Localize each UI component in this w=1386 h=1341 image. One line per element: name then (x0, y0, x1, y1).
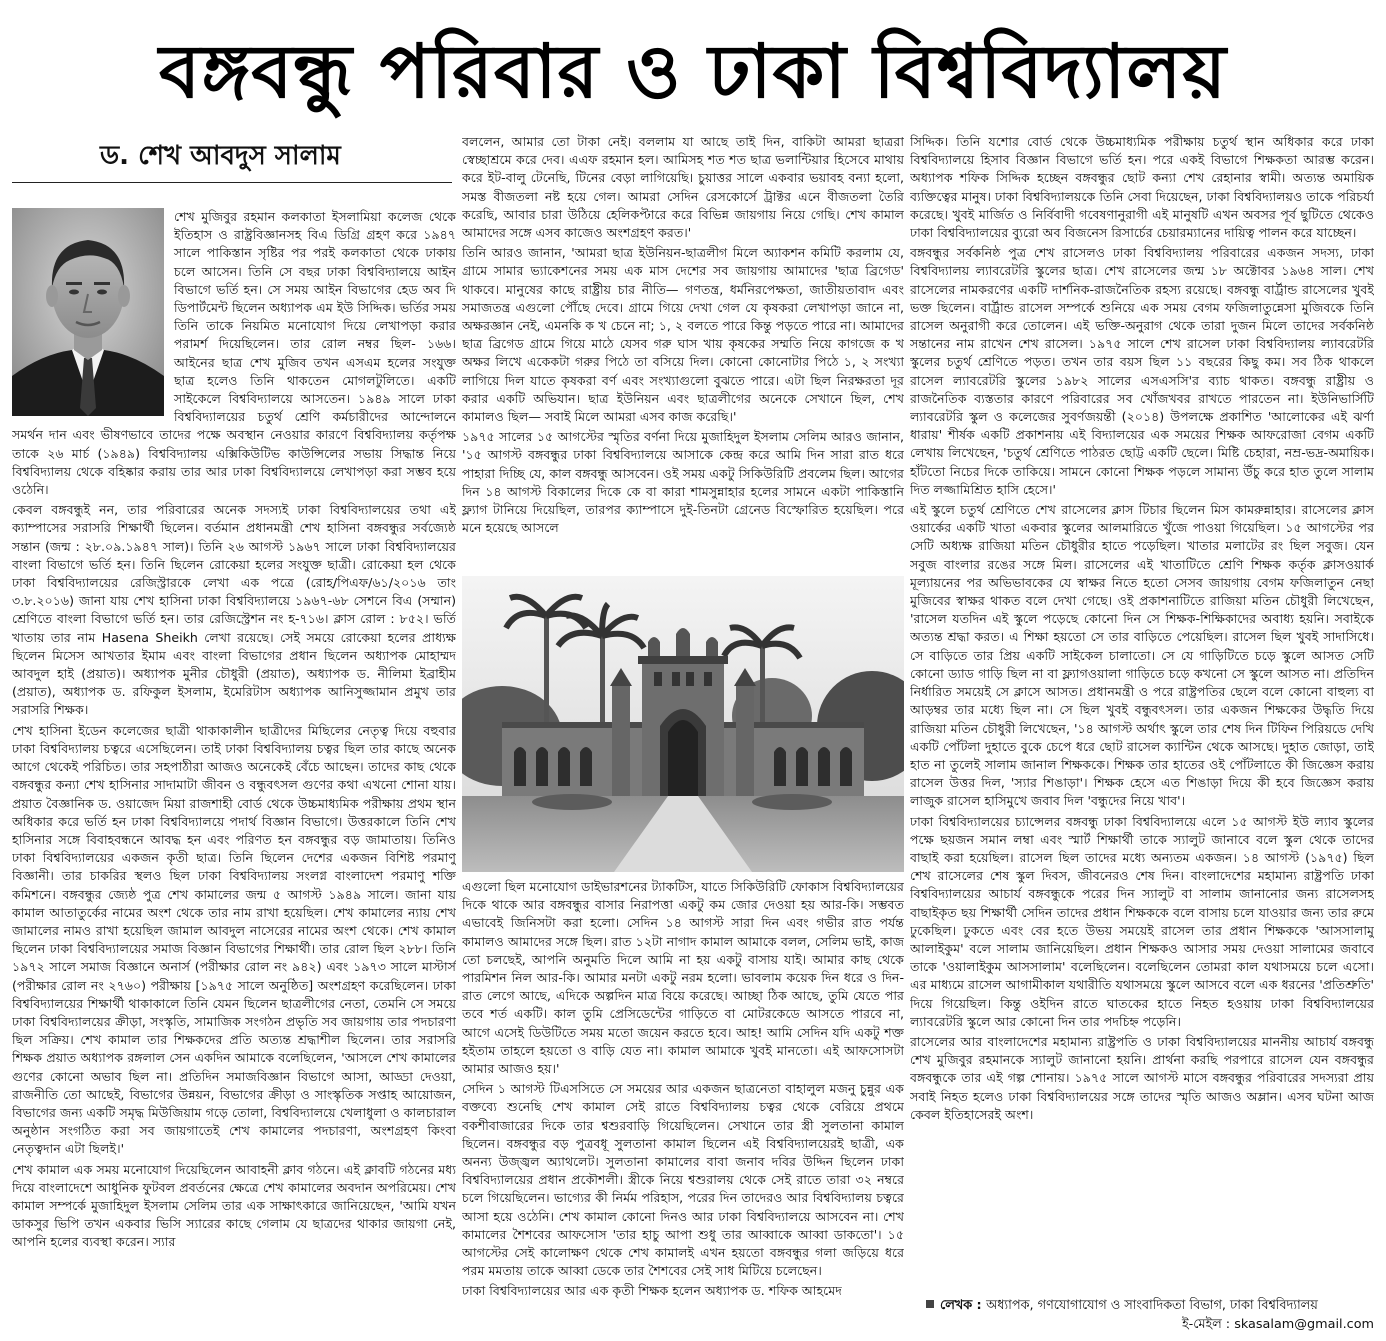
paragraph: এই স্কুলে চতুর্থ শ্রেণিতে শেখ রাসেলের ক্লাস টিচার ছিলেন মিস কামরুন্নাহার। রাসেলের ক্লাস ওয়ার্কের একটি খাতা একবার স্কুলের আলমারিতে খুঁজে পাওয়া গিয়েছিল। ১৫ আগস্টের পর সেটি অধ্যক্ষ রাজিয়া মতিন চৌধুরীর হাতে পড়েছিল। খাতার মলাটের রং ছিল সবুজ। যেন সবুজ বাংলার রঙের সঙ্গে মিল। রাসেলের এই খাতাটিতে শ্রেণি শিক্ষক কর্তৃক ক্লাসওয়ার্ক মূল্যায়নের পর অভিভাবকের যে স্বাক্ষর নিতে হতো সেসব জায়গায় বেগম ফজিলাতুন নেছা মুজিবের স্বাক্ষর থাকত বলে দেখা গেছে। ওই প্রকাশনাটিতে রাজিয়া মতিন চৌধুরী লিখেছেন, 'রাসেল যতদিন এই স্কুলে পড়েছে কোনো দিন সে শিক্ষক-শিক্ষিকাদের অবাধ্য হয়নি। সবাইকে অত্যন্ত শ্রদ্ধা করত। এ শিক্ষা হয়তো সে তার বাড়িতে পেয়েছিল। রাসেল ছিল খুবই সাদাসিধে। সে বাড়িতে তার প্রিয় একটি সাইকেল চালাতো। সে যে গাড়িটিতে চড়ে স্কুলে আসত সেটি কোনো ড্যাড গাড়ি ছিল না বা ফ্ল্যাগওয়ালা গাড়িতে চড়ে কখনো সে স্কুলে আসত না। প্রতিদিন নির্ধারিত সময়েই সে ক্লাসে আসত। প্রধানমন্ত্রী ও পরে রাষ্ট্রপতির ছেলে বলে কোনো বাহুল্য বা আড়ম্বর তার মধ্যে ছিল না। সে ছিল খুবই বন্ধুবৎসল। তার একজন শিক্ষকের উদ্ধৃতি দিয়ে রাজিয়া মতিন চৌধুরী লিখেছেন, '১৪ আগস্ট অর্থাৎ স্কুলে তার শেষ দিন টিফিন পিরিয়ডে দেখি একটি পোঁটলা দুহাতে বুকে চেপে ধরে ছোট রাসেল ক্যান্টিন থেকে আসছে। দুহাত জোড়া, তাই হাত না তুলেই সালাম জানাল শিক্ষককে। শিক্ষক তার হাতের ওই পোঁটলাতে কী জিজ্ঞেস করায় রাসেল উত্তর দিল, 'স্যার শিঙাড়া'। শিক্ষক হেসে এত শিঙাড়া দিয়ে কী হবে জিজ্ঞেস করায় লাজুক রাসেল হাসিমুখে জবাব দিল 'বন্ধুদের নিয়ে খাব'। (910, 502, 1374, 809)
author-email[interactable]: skasalam@gmail.com (1234, 1317, 1374, 1332)
paragraph: বঙ্গবন্ধুর সর্বকনিষ্ঠ পুত্র শেখ রাসেলও ঢাকা বিশ্ববিদ্যালয় পরিবারের একজন সদস্য, ঢাকা বিশ্ববিদ্যালয় ল্যাবরেটরি স্কুলের ছাত্র। শেখ রাসেলের জন্ম ১৮ অক্টোবর ১৯৬৪ সাল। শেখ রাসেলের নামকরণের একটি দার্শনিক-রাজনৈতিক রহস্য রয়েছে। বঙ্গবন্ধু বার্ট্রান্ড রাসেলের খুবই ভক্ত ছিলেন। বার্ট্রান্ড রাসেল সম্পর্কে শুনিয়ে এক সময় বেগম ফজিলাতুন্নেসা মুজিবকে তিনি রাসেল অনুরাগী করে তোলেন। এই ভক্তি-অনুরাগ থেকে তারা দুজন মিলে তাদের সর্বকনিষ্ঠ সন্তানের নাম রাখেন শেখ রাসেল। ১৯৭৫ সালে শেখ রাসেল ঢাকা বিশ্ববিদ্যালয় ল্যাবরেটরি স্কুলের চতুর্থ শ্রেণিতে পড়ত। তখন তার বয়স ছিল ১১ বছরের কিছু কম। সব ঠিক থাকলে রাসেল ল্যাবরেটরি স্কুলের ১৯৮২ সালের এসএসসি'র ব্যাচ থাকত। বঙ্গবন্ধু রাষ্ট্রীয় ও রাজনৈতিক ব্যস্ততার কারণে পরিবারের সব খোঁজখবর রাখতে পারতেন না। ইউনিভার্সিটি ল্যাবরেটরি স্কুল ও কলেজের সুবর্ণজয়ন্তী (২০১৪) উপলক্ষে প্রকাশিত 'আলোকের এই ঝর্ণা ধারায়' শীর্ষক একটি প্রকাশনায় এই বিদ্যালয়ের এক সময়ের শিক্ষক আফরোজা বেগম একটি লেখায় লিখেছেন, 'চতুর্থ শ্রেণিতে পাঠরত ছোট্ট একটি ছেলে। মিষ্টি চেহারা, নম্র-ভদ্র-অমায়িক। হাঁটতো নিচের দিকে তাকিয়ে। সামনে কোনো শিক্ষক পড়লে সামান্য উঁচু করে হাত তুলে সালাম দিত লজ্জামিশ্রিত হাসি হেসে।' (910, 245, 1374, 497)
paragraph: বললেন, আমার তো টাকা নেই। বললাম যা আছে তাই দিন, বাকিটা আমরা ছাত্ররা স্বেচ্ছাশ্রমে করে দেব। এএফ রহমান হল। আমিসহ শত শত ছাত্র ভলান্টিয়ার হিসেবে মাথায় করে ইট-বালু টেনেছি, টিনের বেড়া লাগিয়েছি। চুয়াত্তর সালে একবার ভয়াবহ বন্যা হলো, সমস্ত বীজতলা নষ্ট হয়ে গেল। আমরা সেদিন রেসকোর্সে ট্রাক্টর এনে বীজতলা তৈরি করেছি, আবার চারা উঠিয়ে হেলিকপ্টারে করে বিভিন্ন জায়গায় নিয়ে গেছি। শেখ কামাল আমাদের সঙ্গে এসব কাজেও অংশগ্রহণ করত।' (462, 134, 904, 241)
author-email-line (926, 1316, 1374, 1334)
curzon-hall-photo (462, 576, 904, 872)
article-column-2-bottom (462, 878, 904, 1336)
paragraph: রাসেলের আর বাংলাদেশের মহামান্য রাষ্ট্রপতি ও ঢাকা বিশ্ববিদ্যালয়ের মাননীয় আচার্য বঙ্গবন্ধু শেখ মুজিবুর রহমানকে স্যালুট জানানো হয়নি। প্রার্থনা করছি পরপারে রাসেল যেন বঙ্গবন্ধুর বঙ্গবন্ধুকে তার এই গল্প শোনায়। ১৯৭৫ সালে আগস্ট মাসে বঙ্গবন্ধুর পরিবারের সদস্যরা প্রায় সবাই নিহত হলেও ঢাকা বিশ্ববিদ্যালয়ের সঙ্গে তাদের স্মৃতি আজও অম্লান। এসব ঘটনা আজ কেবল ইতিহাসেরই অংশ। (910, 1033, 1374, 1122)
paragraph: ঢাকা বিশ্ববিদ্যালয়ের চ্যান্সেলর বঙ্গবন্ধু ঢাকা বিশ্ববিদ্যালয়ে এলে ১৫ আগস্ট ইউ ল্যাব স্কুলের পক্ষে ছয়জন সমান লম্বা এবং স্মার্ট শিক্ষার্থী তাকে স্যালুট জানাবে বলে স্কুল থেকে তাদের বাছাই করা হয়েছিল। রাসেল ছিল তাদের মধ্যে অন্যতম একজন। ১৪ আগস্ট (১৯৭৫) ছিল শেখ রাসেলের শেষ স্কুল দিবস, জীবনেরও শেষ দিন। বাংলাদেশের মহামান্য রাষ্ট্রপতি ঢাকা বিশ্ববিদ্যালয়ের আচার্য বঙ্গবন্ধুকে পরের দিন স্যালুট বা সালাম জানানোর জন্য রাসেলসহ বাছাইকৃত ছয় শিক্ষার্থী সেদিন তাদের প্রধান শিক্ষককে বলে বাসায় চলে যাওয়ার জন্য তার রুমে ঢুকেছিল। ঢুকতে এবং বের হতে উভয় সময়েই রাসেল তার প্রধান শিক্ষককে 'আসসালামু আলাইকুম' বলে সালাম জানিয়েছিল। প্রধান শিক্ষকও আসার সময় দেওয়া সালামের জবাবে তাকে 'ওয়ালাইকুম আসসালাম' বলেছিলেন। বলেছিলেন তোমরা কাল যথাসময়ে চলে এসো। এর মাধ্যমে রাসেল আগামীকাল যথারীতি যথাসময়ে স্কুলে আসবে বলে এক ধরনের 'প্রতিশ্রুতি' দিয়ে গিয়েছিল। কিন্তু ওইদিন রাতে ঘাতকের হাতে নিহত হওয়ায় ঢাকা বিশ্ববিদ্যালয়ের ল্যাবরেটরি স্কুলে আর কোনো দিন তার পদচিহ্ন পড়েনি। (910, 813, 1374, 1029)
byline: ড. শেখ আবদুস সালাম (100, 141, 341, 171)
author-label: লেখক : (940, 1298, 982, 1313)
author-portrait (12, 208, 164, 416)
article-column-2-top (462, 133, 904, 573)
paragraph: শেখ হাসিনা ইডেন কলেজের ছাত্রী থাকাকালীন ছাত্রীদের মিছিলের নেতৃত্ব দিয়ে বহুবার ঢাকা বিশ্ববিদ্যালয় চত্বরে এসেছিলেন। তাই ঢাকা বিশ্ববিদ্যালয় চত্বর ছিল তার কাছে অনেক আগে থেকেই পরিচিত। তার সহপাঠীরা আজও অনেকেই বেঁচে আছেন। তাদের কাছ থেকে বঙ্গবন্ধুর কন্যা শেখ হাসিনার সাদামাটা জীবন ও বন্ধুবৎসল গুণের কথা এখনো শোনা যায়। প্রয়াত বৈজ্ঞানিক ড. ওয়াজেদ মিয়া রাজশাহী বোর্ড থেকে উচ্চমাধ্যমিক পরীক্ষায় প্রথম স্থান অধিকার করে ভর্তি হন ঢাকা বিশ্ববিদ্যালয়ে পদার্থ বিজ্ঞান বিভাগে। উত্তরকালে তিনি শেখ হাসিনার সঙ্গে বিবাহবন্ধনে আবদ্ধ হন এবং পরিণত হন বঙ্গবন্ধুর বড় জামাতায়। তিনিও ঢাকা বিশ্ববিদ্যালয়ের একজন কৃতী ছাত্র। তিনি ছিলেন দেশের একজন বিশিষ্ট পরমাণু বিজ্ঞানী। তার চাকরির স্থলও ছিল ঢাকা বিশ্ববিদ্যালয় সংলগ্ন বাংলাদেশ পরমাণু শক্তি কমিশনে। বঙ্গবন্ধুর জ্যেষ্ঠ পুত্র শেখ কামালের জন্ম ৫ আগস্ট ১৯৪৯ সালে। জানা যায় কামাল আতাতুর্কের নামের অংশ থেকে তার নাম রাখা হয়েছিল। শেখ কামালের ন্যায় শেখ জামালের নামও রাখা হয়েছিল জামাল আবদুল নাসেরের নামের অংশ থেকে। শেখ কামাল ছিলেন ঢাকা বিশ্ববিদ্যালয়ের সমাজ বিজ্ঞান বিভাগের শিক্ষার্থী। তার রোল ছিল ২৮৮। তিনি ১৯৭২ সালে সমাজ বিজ্ঞানে অনার্স (পরীক্ষার রোল নং ৯৪২) এবং ১৯৭৩ সালে মাস্টার্স (পরীক্ষার রোল নং ২৭৬০) পরীক্ষায় [১৯৭৫ সালে অনুষ্ঠিত] অংশগ্রহণ করেছিলেন। ঢাকা বিশ্ববিদ্যালয়ের শিক্ষার্থী থাকাকালে তিনি যেমন ছিলেন ছাত্রলীগের নেতা, তেমনি সে সময়ে ঢাকা বিশ্ববিদ্যালয়ের ক্রীড়া, সংস্কৃতি, সামাজিক সংগঠন প্রভৃতি সব জায়গায় তার পদচারণা ছিল সক্রিয়। শেখ কামাল তার শিক্ষকদের প্রতি অত্যন্ত শ্রদ্ধাশীল ছিলেন। তার সরাসরি শিক্ষক প্রয়াত অধ্যাপক রঙ্গলাল সেন একদিন আমাকে বলেছিলেন, 'আসলে শেখ কামালের গুণের কোনো অভাব ছিল না। প্রতিদিন সমাজবিজ্ঞান বিভাগে আসা, আড্ডা দেওয়া, রাজনীতি তো আছেই, বিভাগের উন্নয়ন, বিভাগের ক্রীড়া ও সাংস্কৃতিক সপ্তাহ আয়োজন, বিভাগের জন্য একটি সমৃদ্ধ মিউজিয়াম গড়ে তোলা, বিশ্ববিদ্যালয়ে খেলাধুলা ও কালচারাল অনুষ্ঠান সংগঠিত করা সব জায়গাতেই শেখ কামালের পদচারণা, অংশগ্রহণ কিংবা নেতৃত্বদান এটা ছিলই।' (12, 722, 456, 1157)
square-bullet-icon (926, 1300, 934, 1308)
paragraph: এগুলো ছিল মনোযোগ ডাইভারশনের ট্যাকটিস, যাতে সিকিউরিটি ফোকাস বিশ্ববিদ্যালয়ের দিকে থাকে আর বঙ্গবন্ধুর বাসার নিরাপত্তা একটু কম জোর দেওয়া হয় আর-কি। সম্ভবত এভাবেই জিনিসটা করা হলো। সেদিন ১৪ আগস্ট সারা দিন এবং গভীর রাত পর্যন্ত কামালও আমাদের সঙ্গে ছিল। রাত ১২টা নাগাদ কামাল আমাকে বলল, সেলিম ভাই, কাজ তো চলছেই, আপনি অনুমতি দিলে আমি না হয় একটু বাসায় যাই। আমার কাছ থেকে পারমিশন নিল আর-কি। আমার মনটা একটু নরম হলো। ভাবলাম কয়েক দিন ধরে ও দিন-রাত লেগে আছে, এদিকে অল্পদিন মাত্র বিয়ে করেছে। আচ্ছা ঠিক আছে, তুমি যেতে পার তবে শর্ত একটি। কাল তুমি প্রেসিডেন্টের গাড়িতে বা মোটরকেডে আসতে পারবে না, আগে এসেই ডিউটিতে সময় মতো জয়েন করতে হবে। আহ! আমি সেদিন যদি একটু শক্ত হইতাম তাহলে হয়তো ও বাড়ি যেত না। কামাল আমাকে খুবই মানতো। এই আফসোসটা আমার আজও হয়।' (462, 879, 904, 1077)
author-note (926, 1297, 1374, 1315)
paragraph: ১৯৭৫ সালের ১৫ আগস্টের স্মৃতির বর্ণনা দিয়ে মুজাহিদুল ইসলাম সেলিম আরও জানান, '১৫ আগস্ট বঙ্গবন্ধুর ঢাকা বিশ্ববিদ্যালয়ে আসাকে কেন্দ্র করে আমি দিন সারা রাত ধরে পাহারা দিচ্ছি যে, কাল বঙ্গবন্ধু আসবেন। ওই সময় একটু সিকিউরিটি প্রবলেম ছিল। আগের দিন ১৪ আগস্ট বিকালের দিকে কে বা কারা শামসুন্নাহার হলের সামনে একটা পাকিস্তানি ফ্ল্যাগ টানিয়ে দিয়েছিল, তারপর ক্যাম্পাসে দুই-তিনটা গ্রেনেড বিস্ফোরিত হয়েছিল। পরে মনে হয়েছে আসলে (462, 429, 904, 536)
paragraph: শেখ মুজিবুর রহমান কলকাতা ইসলামিয়া কলেজ থেকে ইতিহাস ও রাষ্ট্রবিজ্ঞানসহ বিএ ডিগ্রি গ্রহণ করে ১৯৪৭ সালে পাকিস্তান সৃষ্টির পর পরই কলকাতা থেকে ঢাকায় চলে আসেন। তিনি সে বছর ঢাকা বিশ্ববিদ্যালয়ে আইন বিভাগে ভর্তি হন। সে সময় আইন বিভাগের হেড অব দি ডিপার্টমেন্ট ছিলেন অধ্যাপক এম ইউ সিদ্দিক। ভর্তির সময় তিনি তাকে নিয়মিত মনোযোগ দিয়ে লেখাপড়া করার পরামর্শ দিয়েছিলেন। তার রোল নম্বর ছিল- ১৬৬। আইনের ছাত্র শেখ মুজিব তখন এসএম হলের সংযুক্ত ছাত্র হলেও তিনি থাকতেন মোগলটুলিতে। একটি সাইকেলে বিশ্ববিদ্যালয়ে আসতেন। ১৯৪৯ সালে ঢাকা বিশ্ববিদ্যালয়ের চতুর্থ শ্রেণি কর্মচারীদের আন্দোলনে সমর্থন দান এবং ভীষণভাবে তাদের পক্ষে অবস্থান নেওয়ার কারণে বিশ্ববিদ্যালয় কর্তৃপক্ষ তাকে ২৬ মার্চ (১৯৪৯) বিশ্ববিদ্যালয় এক্সিকিউটিভ কাউন্সিলের সভায় সিদ্ধান্ত নিয়ে বিশ্ববিদ্যালয় থেকে বহিষ্কার করায় তার আর ঢাকা বিশ্ববিদ্যালয়ে লেখাপড়া করা সম্ভব হয়ে ওঠেনি। (12, 209, 456, 498)
paragraph: কেবল বঙ্গবন্ধুই নন, তার পরিবারের অনেক সদস্যই ঢাকা বিশ্ববিদ্যালয়ের তথা এই ক্যাম্পাসের সরাসরি শিক্ষার্থী ছিলেন। বর্তমান প্রধানমন্ত্রী শেখ হাসিনা বঙ্গবন্ধুর সর্বজ্যেষ্ঠ সন্তান (জন্ম : ২৮.০৯.১৯৪৭ সাল)। তিনি ২৬ আগস্ট ১৯৬৭ সালে ঢাকা বিশ্ববিদ্যালয়ের বাংলা বিভাগে ভর্তি হন। তিনি ছিলেন রোকেয়া হলের সংযুক্ত ছাত্রী। রোকেয়া হল থেকে ঢাকা বিশ্ববিদ্যালয়ের রেজিস্ট্রারকে লেখা এক পত্রে (রোহ/পিএফ/৬১/২০১৬ তাং ৩.৮.২০১৬) জানা যায় শেখ হাসিনা ঢাকা বিশ্ববিদ্যালয়ে ১৯৬৭-৬৮ সেশনে বিএ (সম্মান) শ্রেণিতে বাংলা বিভাগে ভর্তি হন। তার রেজিস্ট্রেশন নং হ-৭১৬। ক্লাস রোল : ৮৫২। ভর্তি খাতায় তার নাম Hasena Sheikh লেখা রয়েছে। সেই সময়ে রোকেয়া হলের প্রাধ্যক্ষ ছিলেন মিসেস আখতার ইমাম এবং বাংলা বিভাগের প্রধান ছিলেন অধ্যাপক মোহাম্মদ আবদুল হাই (প্রয়াত)। অধ্যাপক মুনীর চৌধুরী (প্রয়াত), অধ্যাপক ড. নীলিমা ইব্রাহীম (প্রয়াত), অধ্যাপক ড. রফিকুল ইসলাম, ইমেরিটাস অধ্যাপক আনিসুজ্জামান প্রমুখ তার সরাসরি শিক্ষক। (12, 502, 456, 718)
headline: বঙ্গবন্ধু পরিবার ও ঢাকা বিশ্ববিদ্যালয় (158, 29, 1228, 115)
paragraph: ঢাকা বিশ্ববিদ্যালয়ের আর এক কৃতী শিক্ষক হলেন অধ্যাপক ড. শফিক আহমেদ (462, 1283, 842, 1299)
paragraph: সেদিন ১ আগস্ট টিএসসিতে সে সময়ের আর একজন ছাত্রনেতা বাহালুল মজনু চুন্নুর এক বক্তব্যে শুনেছি শেখ কামাল সেই রাতে বিশ্ববিদ্যালয় চত্বর থেকে বেরিয়ে প্রথমে বকশীবাজারের দিকে তার শ্বশুরবাড়ি গিয়েছিলেন। সেখানে তার স্ত্রী সুলতানা কামাল ছিলেন। বঙ্গবন্ধুর বড় পুত্রবধূ সুলতানা কামাল ছিলেন এই বিশ্ববিদ্যালয়েরই ছাত্রী, এক অনন্য উজ্জ্বল অ্যাথলেট। সুলতানা কামালের বাবা জনাব দবির উদ্দিন ছিলেন ঢাকা বিশ্ববিদ্যালয়ের প্রধান প্রকৌশলী। স্ত্রীকে নিয়ে শ্বশুরালয় থেকে সেই রাতে তারা ৩২ নম্বরে চলে গিয়েছিলেন। ভাগ্যের কী নির্মম পরিহাস, পরের দিন তাদেরও আর বিশ্ববিদ্যালয় চত্বরে আসা হয়ে ওঠেনি। শেখ কামাল কোনো দিনও আর ঢাকা বিশ্ববিদ্যালয়ে আসবেন না। শেখ কামালের শৈশবের আফসোস 'তার হাচু আপা শুধু তার আব্বাকে আব্বা ডাকতো'। ১৫ আগস্টের সেই কালোক্ষণ থেকে শেখ কামালই এখন হয়তো বঙ্গবন্ধুর গলা জড়িয়ে ধরে পরম মমতায় তাকে আব্বা ডেকে তার শৈশবের সেই সাধ মিটিয়ে চলেছেন। (462, 1081, 904, 1279)
byline-rule (12, 182, 452, 183)
article-column-1 (12, 208, 456, 1336)
email-label: ই-মেইল : (1181, 1317, 1231, 1332)
article-column-3 (910, 133, 1374, 1295)
paragraph: তিনি আরও জানান, 'আমরা ছাত্র ইউনিয়ন-ছাত্রলীগ মিলে অ্যাকশন কমিটি করলাম যে, গ্রামে সামার ভ্যাকেশনের সময় এক মাস দেশের সব জায়গায় আমাদের 'ছাত্র ব্রিগেড' থাকবে। মানুষের কাছে রাষ্ট্রীয় চার নীতি— গণতন্ত্র, ধর্মনিরপেক্ষতা, জাতীয়তাবাদ এবং সমাজতন্ত্র এগুলো পৌঁছে দেবে। গ্রামে গিয়ে দেখা গেল যে কৃষকরা লেখাপড়া জানে না, অক্ষরজ্ঞান নেই, এমনকি ক খ চেনে না; ১, ২ বলতে পারে কিন্তু পড়তে পারে না। আমাদের ছাত্র ব্রিগেড গ্রামে গিয়ে মাঠে যেসব গরু ঘাস খায় কৃষকের সম্মতি নিয়ে কাগজে ক খ অক্ষর লিখে একেকটা গরুর পিঠে তা বসিয়ে দিল। কোনো কোনোটার পিঠে ১, ২ সংখ্যা লাগিয়ে দিল যাতে কৃষকরা বর্ণ এবং সংখ্যাগুলো বুঝতে পারে। এটা ছিল নিরক্ষরতা দূর করার একটি অভিযান। ছাত্র ইউনিয়ন এবং ছাত্রলীগের অনেকে সেখানে ছিল, শেখ কামালও ছিল— সবাই মিলে আমরা এসব কাজ করেছি।' (462, 245, 904, 425)
paragraph: শেখ কামাল এক সময় মনোযোগ দিয়েছিলেন আবাহনী ক্লাব গঠনে। এই ক্লাবটি গঠনের মধ্য দিয়ে বাংলাদেশে আধুনিক ফুটবল প্রবর্তনের ক্ষেত্রে শেখ কামালের অবদান অপরিমেয়। শেখ কামাল সম্পর্কে মুজাহিদুল ইসলাম সেলিম তার এক সাক্ষাৎকারে জানিয়েছেন, 'আমি যখন ডাকসুর ভিপি তখন একবার ভিসি স্যারের কাছে গেলাম যে ছাত্রদের থাকার জায়গা নেই, আপনি হলের ব্যবস্থা করেন। স্যার (12, 1161, 456, 1250)
paragraph: সিদ্দিক। তিনি যশোর বোর্ড থেকে উচ্চমাধ্যমিক পরীক্ষায় চতুর্থ স্থান অধিকার করে ঢাকা বিশ্ববিদ্যালয়ে হিসাব বিজ্ঞান বিভাগে ভর্তি হন। পরে একই বিভাগে শিক্ষকতা আরম্ভ করেন। অধ্যাপক শফিক সিদ্দিক হচ্ছেন বঙ্গবন্ধুর ছোট কন্যা শেখ রেহানার স্বামী। অত্যন্ত অমায়িক ব্যক্তিত্বের মানুষ। ঢাকা বিশ্ববিদ্যালয়কে তিনি সেবা দিয়েছেন, ঢাকা বিশ্ববিদ্যালয়ও তাকে পরিচর্যা করেছে। খুবই মার্জিত ও নির্বিবাদী গবেষণানুরাগী এই মানুষটি এখন অবসর পূর্ব ছুটিতে থেকেও ঢাকা বিশ্ববিদ্যালয়ের ব্যুরো অব বিজনেস রিসার্চের চেয়ারম্যানের দায়িত্ব পালন করে যাচ্ছেন। (910, 134, 1374, 241)
author-affiliation: অধ্যাপক, গণযোগাযোগ ও সাংবাদিকতা বিভাগ, ঢাকা বিশ্ববিদ্যালয় (986, 1298, 1318, 1313)
